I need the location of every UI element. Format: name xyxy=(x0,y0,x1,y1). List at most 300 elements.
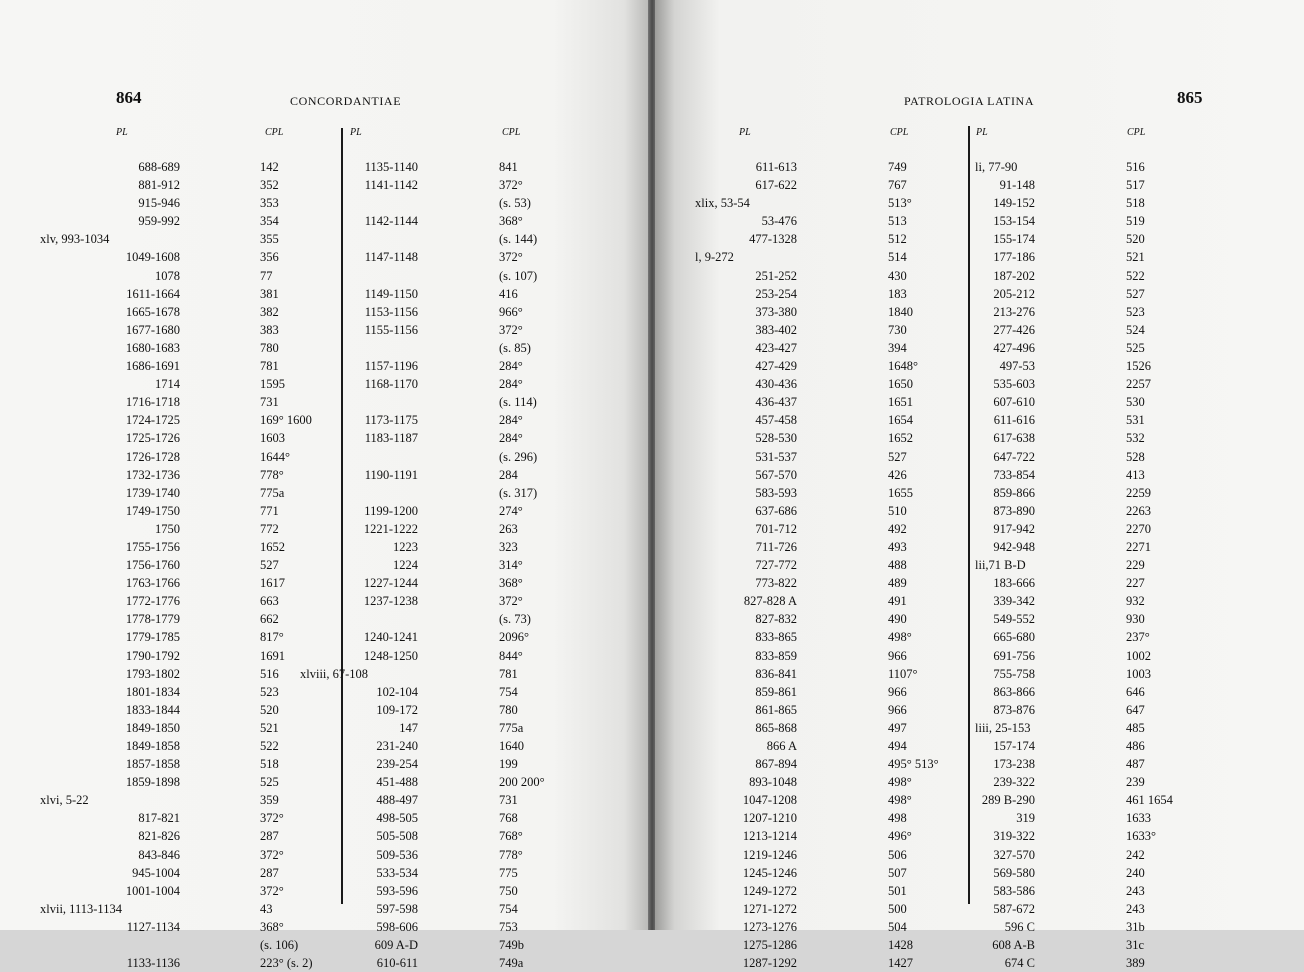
cpl-number: 518 xyxy=(1126,196,1145,211)
pl-reference: 549-552 xyxy=(993,612,1035,627)
pl-reference: 598-606 xyxy=(376,919,418,934)
pl-reference: 1739-1740 xyxy=(125,485,180,500)
pl-reference xyxy=(300,484,418,502)
pl-reference: 91-148 xyxy=(999,178,1035,193)
cpl-number: 504 xyxy=(888,919,907,934)
pl-reference: 733-854 xyxy=(993,467,1035,482)
cpl-number: 647 xyxy=(1126,702,1145,717)
pl-reference: 497-53 xyxy=(999,359,1035,374)
cpl-number: 199 xyxy=(499,757,518,772)
cpl-number: 284° xyxy=(499,413,523,428)
cpl-number: 506 xyxy=(888,847,907,862)
cpl-number: 500 xyxy=(888,901,907,916)
cpl-number: 1655 xyxy=(888,485,913,500)
pl-reference: 583-586 xyxy=(993,883,1035,898)
cpl-number: (s. 296) xyxy=(499,449,538,464)
pl-reference: 1221-1222 xyxy=(363,521,418,536)
pl-reference: 1859-1898 xyxy=(125,775,180,790)
pl-reference: 427-496 xyxy=(993,340,1035,355)
pl-reference: 1135-1140 xyxy=(364,160,418,174)
cpl-number: 2263 xyxy=(1126,503,1151,518)
pl-reference: 1677-1680 xyxy=(125,322,180,337)
pl-reference: 917-942 xyxy=(993,521,1035,536)
cpl-number: 527 xyxy=(1126,286,1145,301)
cpl-number: 487 xyxy=(1126,757,1145,772)
column-header-cpl: CPL xyxy=(890,127,909,138)
pl-reference: 711-726 xyxy=(755,539,797,554)
pl-reference: xlviii, 67-108 xyxy=(300,666,369,681)
pl-reference: 915-946 xyxy=(138,196,180,211)
cpl-number: (s. 114) xyxy=(499,395,537,410)
pl-reference: 827-832 xyxy=(755,612,797,627)
cpl-number: 754 xyxy=(499,684,518,699)
cpl-number: 530 xyxy=(1126,395,1145,410)
cpl-number: 284° xyxy=(499,377,523,392)
cpl-number: 372° xyxy=(499,250,523,265)
cpl-number: 498° xyxy=(888,775,912,790)
cpl-number: 354 xyxy=(260,214,279,229)
pl-reference: 827-828 A xyxy=(743,594,797,609)
cpl-number: 2270 xyxy=(1126,521,1151,536)
cpl-number: 768 xyxy=(499,811,518,826)
cpl-number: 767 xyxy=(888,178,907,193)
cpl-number: (s. 317) xyxy=(499,485,538,500)
cpl-number: 531 xyxy=(1126,413,1145,428)
pl-reference: 593-596 xyxy=(376,883,418,898)
cpl-number: 749b xyxy=(499,938,524,953)
pl-reference: li, 77-90 xyxy=(975,160,1018,174)
cpl-number: 749 xyxy=(888,160,907,174)
pl-reference: 1133-1136 xyxy=(126,956,180,971)
pl-reference xyxy=(40,936,180,954)
pl-reference: 477-1328 xyxy=(749,232,797,247)
cpl-number: 1633 xyxy=(1126,811,1151,826)
pl-reference: 427-429 xyxy=(755,359,797,374)
cpl-number: 1107° xyxy=(888,666,918,681)
pl-reference: 533-534 xyxy=(376,865,418,880)
pl-reference: 1833-1844 xyxy=(125,702,180,717)
cpl-number: 227 xyxy=(1126,576,1145,591)
cpl-number: 781 xyxy=(260,359,279,374)
pl-reference: 457-458 xyxy=(755,413,797,428)
cpl-number: 372° xyxy=(499,322,523,337)
cpl-number: 731 xyxy=(260,395,279,410)
cpl-number: 284 xyxy=(499,467,518,482)
cpl-number: 416 xyxy=(499,286,518,301)
pl-reference: 1153-1156 xyxy=(364,304,418,319)
pl-reference: 251-252 xyxy=(755,268,797,283)
cpl-number: 493 xyxy=(888,539,907,554)
pl-reference: 1680-1683 xyxy=(125,340,180,355)
pl-reference: 187-202 xyxy=(993,268,1035,283)
pl-reference: 289 B-290 xyxy=(981,793,1035,808)
cpl-number: 2271 xyxy=(1126,539,1151,554)
pl-reference: lii,71 B-D xyxy=(975,558,1026,573)
column-header-cpl: CPL xyxy=(502,127,521,138)
cpl-number: 1650 xyxy=(888,377,913,392)
pl-reference: 1190-1191 xyxy=(364,467,418,482)
cpl-number: 501 xyxy=(888,883,907,898)
pl-reference: xlvi, 5-22 xyxy=(40,793,89,808)
pl-reference: 1275-1286 xyxy=(742,938,797,953)
cpl-number: 750 xyxy=(499,883,518,898)
cpl-number: 930 xyxy=(1126,612,1145,627)
cpl-number: 426 xyxy=(888,467,907,482)
cpl-number: 382 xyxy=(260,304,279,319)
pl-reference: 319-322 xyxy=(993,829,1035,844)
pl-reference xyxy=(300,194,418,212)
column-header-pl: PL xyxy=(976,127,988,138)
pl-reference: 1049-1608 xyxy=(125,250,180,265)
pl-reference: 1778-1779 xyxy=(125,612,180,627)
cpl-number: 485 xyxy=(1126,720,1145,735)
pl-reference: 109-172 xyxy=(376,702,418,717)
cpl-number: 142 xyxy=(260,160,279,174)
pl-reference: 597-598 xyxy=(376,901,418,916)
pl-reference: xlvii, 1113-1134 xyxy=(40,901,122,916)
pl-reference: 866 A xyxy=(766,739,797,753)
cpl-number: 966° xyxy=(499,304,523,319)
cpl-number: 353 xyxy=(260,196,279,211)
column-header-cpl: CPL xyxy=(1127,127,1146,138)
cpl-number: 1002 xyxy=(1126,648,1151,663)
pl-reference: 959-992 xyxy=(138,214,180,229)
cpl-number: 323 xyxy=(499,539,518,554)
cpl-number: 520 xyxy=(260,702,279,717)
pl-reference: 253-254 xyxy=(755,286,797,301)
cpl-number: 229 xyxy=(1126,558,1145,573)
cpl-number: 1691 xyxy=(260,648,285,663)
cpl-number: 287 xyxy=(260,829,279,844)
column-header-pl: PL xyxy=(739,127,751,138)
cpl-number: 522 xyxy=(260,739,279,753)
pl-reference: xlix, 53-54 xyxy=(695,196,750,211)
pl-reference: 583-593 xyxy=(755,485,797,500)
pl-reference: 373-380 xyxy=(755,304,797,319)
cpl-number: 489 xyxy=(888,576,907,591)
cpl-number: 1648° xyxy=(888,359,918,374)
cpl-number: 263 xyxy=(499,521,518,536)
pl-reference: 688-689 xyxy=(138,160,180,174)
pl-reference: 535-603 xyxy=(993,377,1035,392)
left-page xyxy=(0,0,650,971)
pl-reference: 1790-1792 xyxy=(125,648,180,663)
pl-reference: 1287-1292 xyxy=(742,956,797,971)
pl-reference: 231-240 xyxy=(376,739,418,753)
cpl-number: (s. 106) xyxy=(260,938,299,953)
pl-reference: 177-186 xyxy=(993,250,1035,265)
cpl-number: 1427 xyxy=(888,956,913,971)
cpl-number: 1652 xyxy=(888,431,913,446)
pl-reference: 773-822 xyxy=(755,576,797,591)
cpl-number: 781 xyxy=(499,666,518,681)
column-header-pl: PL xyxy=(116,127,128,138)
pl-reference: 1724-1725 xyxy=(125,413,180,428)
cpl-number: 496° xyxy=(888,829,912,844)
pl-reference: 1849-1850 xyxy=(125,720,180,735)
pl-reference: 1772-1776 xyxy=(125,594,180,609)
pl-reference: 587-672 xyxy=(993,901,1035,916)
pl-reference: 942-948 xyxy=(993,539,1035,554)
cpl-number: 507 xyxy=(888,865,907,880)
pl-reference: 617-622 xyxy=(755,178,797,193)
cpl-number: 527 xyxy=(888,449,907,464)
pl-reference: 157-174 xyxy=(993,739,1035,753)
cpl-number: (s. 144) xyxy=(499,232,538,247)
pl-reference: 1183-1187 xyxy=(364,431,418,446)
pl-reference: 383-402 xyxy=(755,322,797,337)
pl-reference: 617-638 xyxy=(993,431,1035,446)
cpl-number: 368° xyxy=(499,576,523,591)
cpl-number: (s. 107) xyxy=(499,268,538,283)
cpl-number: 528 xyxy=(1126,449,1145,464)
pl-reference: 755-758 xyxy=(993,666,1035,681)
pl-reference: 153-154 xyxy=(993,214,1035,229)
cpl-number: 169° 1600 xyxy=(260,413,312,428)
cpl-number: 31b xyxy=(1126,919,1145,934)
pl-reference: 1763-1766 xyxy=(125,576,180,591)
pl-reference: 1665-1678 xyxy=(125,304,180,319)
pl-reference: 833-859 xyxy=(755,648,797,663)
pl-reference: 1142-1144 xyxy=(364,214,418,229)
cpl-number: 966 xyxy=(888,648,907,663)
pl-reference: 1716-1718 xyxy=(125,395,180,410)
cpl-number: 352 xyxy=(260,178,279,193)
pl-reference: 1223 xyxy=(393,539,418,554)
pl-reference: 665-680 xyxy=(993,630,1035,645)
pl-reference: 1857-1858 xyxy=(125,757,180,772)
cpl-number: 520 xyxy=(1126,232,1145,247)
cpl-number: 2257 xyxy=(1126,377,1151,392)
pl-reference: l, 9-272 xyxy=(695,250,734,265)
cpl-number: 372° xyxy=(260,847,284,862)
cpl-number: 527 xyxy=(260,558,279,573)
pl-reference: 1732-1736 xyxy=(125,467,180,482)
pl-reference: 147 xyxy=(399,720,418,735)
pl-reference: 1750 xyxy=(155,521,180,536)
cpl-number: 523 xyxy=(1126,304,1145,319)
pl-reference: 1155-1156 xyxy=(364,322,418,337)
pl-reference: 859-866 xyxy=(993,485,1035,500)
pl-reference: 319 xyxy=(1016,811,1035,826)
cpl-number: 372° xyxy=(499,594,523,609)
pl-reference: 1078 xyxy=(155,268,180,283)
pl-reference: 173-238 xyxy=(993,757,1035,772)
cpl-number: 494 xyxy=(888,739,907,753)
pl-reference: 596 C xyxy=(1004,919,1035,934)
cpl-number: 510 xyxy=(888,503,907,518)
pl-reference: 102-104 xyxy=(376,684,418,699)
pl-reference: 1248-1250 xyxy=(363,648,418,663)
cpl-number: 1633° xyxy=(1126,829,1156,844)
cpl-number: 1654 xyxy=(888,413,913,428)
cpl-number: 844° xyxy=(499,648,523,663)
pl-reference: 1686-1691 xyxy=(125,359,180,374)
pl-reference: 1725-1726 xyxy=(125,431,180,446)
pl-reference: 451-488 xyxy=(376,775,418,790)
cpl-number: 492 xyxy=(888,521,907,536)
cpl-number: 372° xyxy=(260,883,284,898)
cpl-number: 525 xyxy=(1126,340,1145,355)
cpl-number: 768° xyxy=(499,829,523,844)
pl-reference: 1237-1238 xyxy=(363,594,418,609)
pl-reference xyxy=(300,610,418,628)
pl-reference: 1273-1276 xyxy=(742,919,797,934)
cpl-number: 513° xyxy=(888,196,912,211)
pl-reference: 53-476 xyxy=(761,214,797,229)
pl-reference: 867-894 xyxy=(755,757,797,772)
pl-reference: 865-868 xyxy=(755,720,797,735)
pl-reference: 1611-1664 xyxy=(126,286,180,301)
cpl-number: 1644° xyxy=(260,449,290,464)
cpl-number: 1526 xyxy=(1126,359,1151,374)
pl-reference: 1199-1200 xyxy=(364,503,418,518)
pl-reference: 861-865 xyxy=(755,702,797,717)
pl-reference: 1149-1150 xyxy=(364,286,418,301)
pl-column xyxy=(300,158,418,972)
cpl-number: 2259 xyxy=(1126,485,1151,500)
pl-reference: 1271-1272 xyxy=(742,901,797,916)
cpl-number: 243 xyxy=(1126,883,1145,898)
cpl-number: 512 xyxy=(888,232,907,247)
pl-reference: 1749-1750 xyxy=(125,503,180,518)
pl-reference xyxy=(300,448,418,466)
cpl-number: 753 xyxy=(499,919,518,934)
cpl-number: 775a xyxy=(499,720,524,735)
cpl-number: 368° xyxy=(499,214,523,229)
cpl-number: 780 xyxy=(499,702,518,717)
cpl-number: (s. 85) xyxy=(499,340,531,355)
pl-reference: 873-876 xyxy=(993,702,1035,717)
cpl-number: 498° xyxy=(888,630,912,645)
cpl-column xyxy=(499,158,589,972)
pl-reference: 859-861 xyxy=(755,684,797,699)
cpl-number: (s. 53) xyxy=(499,196,531,211)
cpl-number: 495° 513° xyxy=(888,757,939,772)
pl-reference: 183-666 xyxy=(993,576,1035,591)
cpl-number: 287 xyxy=(260,865,279,880)
pl-reference: 277-426 xyxy=(993,322,1035,337)
cpl-number: 372° xyxy=(499,178,523,193)
cpl-number: 532 xyxy=(1126,431,1145,446)
pl-reference: 528-530 xyxy=(755,431,797,446)
cpl-number: 1595 xyxy=(260,377,285,392)
cpl-number: 1652 xyxy=(260,539,285,554)
cpl-number: 368° xyxy=(260,919,284,934)
cpl-number: 430 xyxy=(888,268,907,283)
cpl-number: 513 xyxy=(888,214,907,229)
pl-reference: 1726-1728 xyxy=(125,449,180,464)
cpl-number: 498° xyxy=(888,793,912,808)
pl-reference: xlv, 993-1034 xyxy=(40,232,110,247)
pl-reference: 1227-1244 xyxy=(363,576,418,591)
cpl-number: 516 xyxy=(260,666,279,681)
pl-reference: 1756-1760 xyxy=(125,558,180,573)
cpl-number: 731 xyxy=(499,793,518,808)
pl-reference: 863-866 xyxy=(993,684,1035,699)
pl-reference: 836-841 xyxy=(755,666,797,681)
cpl-number: 518 xyxy=(260,757,279,772)
cpl-number: 359 xyxy=(260,793,279,808)
pl-reference: 1213-1214 xyxy=(742,829,797,844)
cpl-number: 771 xyxy=(260,503,279,518)
page-number: 864 xyxy=(116,88,142,107)
cpl-number: 314° xyxy=(499,558,523,573)
cpl-number: 498 xyxy=(888,811,907,826)
running-head: PATROLOGIA LATINA xyxy=(904,94,1035,108)
pl-reference: 505-508 xyxy=(376,829,418,844)
cpl-number: 2096° xyxy=(499,630,529,645)
pl-reference: 327-570 xyxy=(993,847,1035,862)
cpl-number: 1003 xyxy=(1126,666,1151,681)
cpl-number: 200 200° xyxy=(499,775,545,790)
column-header-pl: PL xyxy=(350,127,362,138)
cpl-number: 1651 xyxy=(888,395,913,410)
pl-reference: 339-342 xyxy=(993,594,1035,609)
cpl-number: 775 xyxy=(499,865,518,880)
cpl-number: 516 xyxy=(1126,160,1145,174)
running-head: CONCORDANTIAE xyxy=(290,94,402,108)
cpl-number: 394 xyxy=(888,340,907,355)
pl-reference: 488-497 xyxy=(376,793,418,808)
pl-reference: 213-276 xyxy=(993,304,1035,319)
pl-reference: 1849-1858 xyxy=(125,739,180,753)
cpl-number: 730 xyxy=(888,322,907,337)
cpl-number: 183 xyxy=(888,286,907,301)
pl-reference: 1779-1785 xyxy=(125,630,180,645)
pl-reference: 1168-1170 xyxy=(364,377,418,392)
pl-reference xyxy=(300,339,418,357)
cpl-number: 372° xyxy=(260,811,284,826)
pl-reference: 567-570 xyxy=(755,467,797,482)
pl-reference: 1219-1246 xyxy=(742,847,797,862)
cpl-number: 381 xyxy=(260,286,279,301)
cpl-number: 663 xyxy=(260,594,279,609)
right-page xyxy=(655,0,1304,971)
cpl-number: 772 xyxy=(260,521,279,536)
pl-reference: 430-436 xyxy=(755,377,797,392)
pl-reference: 609 A-D xyxy=(374,938,418,953)
cpl-number: 932 xyxy=(1126,594,1145,609)
pl-reference: 881-912 xyxy=(138,178,180,193)
cpl-number: 754 xyxy=(499,901,518,916)
cpl-number: 43 xyxy=(260,901,273,916)
cpl-number: 523 xyxy=(260,684,279,699)
pl-column xyxy=(695,158,797,972)
cpl-number: 1603 xyxy=(260,431,285,446)
pl-reference: 239-254 xyxy=(376,757,418,772)
cpl-number: 778° xyxy=(499,847,523,862)
cpl-number: 522 xyxy=(1126,268,1145,283)
pl-reference xyxy=(300,230,418,248)
cpl-number: 519 xyxy=(1126,214,1145,229)
cpl-number: 521 xyxy=(260,720,279,735)
pl-reference: 531-537 xyxy=(755,449,797,464)
cpl-number: 1840 xyxy=(888,304,913,319)
cpl-number: 356 xyxy=(260,250,279,265)
cpl-number: 274° xyxy=(499,503,523,518)
cpl-number: 242 xyxy=(1126,847,1145,862)
pl-reference: 647-722 xyxy=(993,449,1035,464)
cpl-number: (s. 73) xyxy=(499,612,531,627)
pl-reference xyxy=(300,393,418,411)
pl-reference: 1224 xyxy=(393,558,418,573)
pl-reference: 611-616 xyxy=(993,413,1035,428)
cpl-number: 521 xyxy=(1126,250,1145,265)
pl-reference: 1141-1142 xyxy=(364,178,418,193)
pl-reference: 239-322 xyxy=(993,775,1035,790)
pl-reference: 1207-1210 xyxy=(742,811,797,826)
